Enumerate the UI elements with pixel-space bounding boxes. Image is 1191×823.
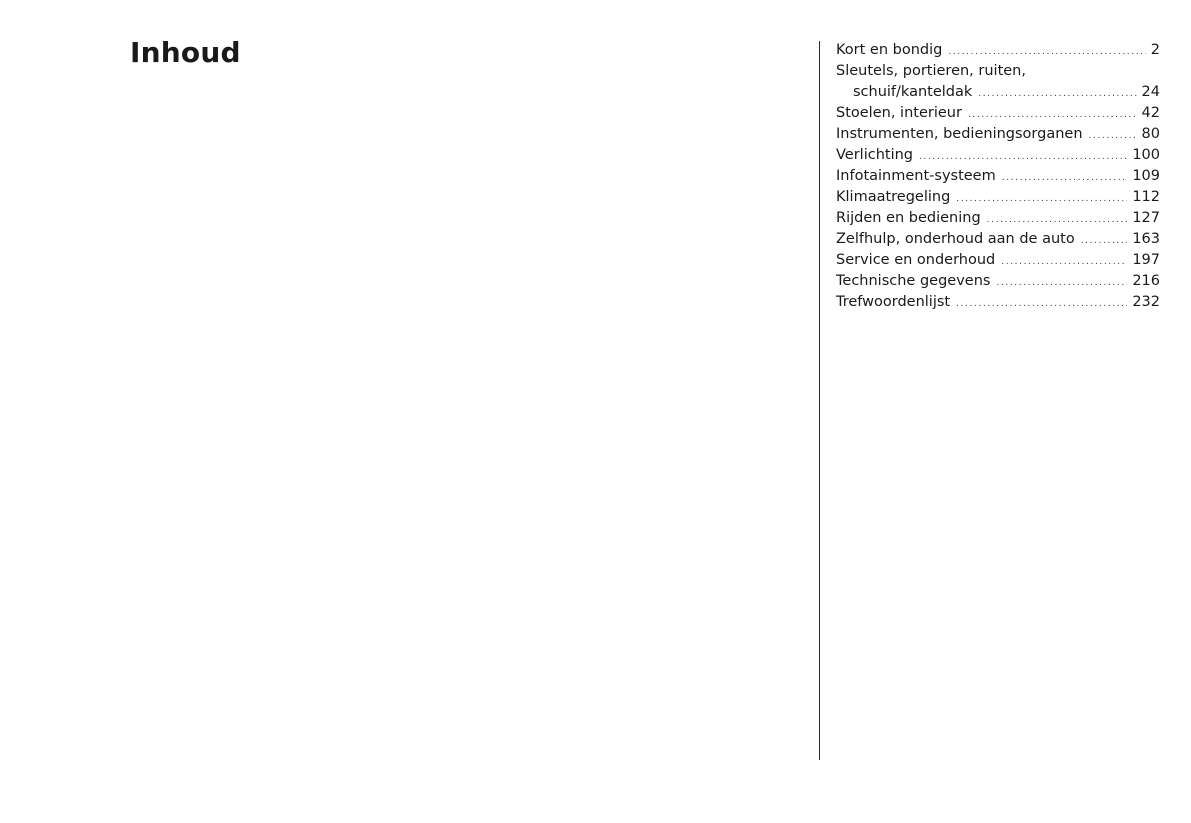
toc-label: Infotainment-systeem [836,168,996,184]
toc-leader-dots [1089,132,1137,141]
toc-label: Kort en bondig [836,42,943,58]
toc-item-kort-en-bondig[interactable] [836,40,1160,61]
page-title: Inhoud [130,36,241,69]
toc-item-technische-gegevens[interactable] [836,271,1160,292]
toc-page-number: 42 [1141,105,1160,121]
toc-leader-dots [996,279,1127,288]
toc-label: Instrumenten, bedieningsorganen [836,126,1083,142]
toc-item-trefwoordenlijst[interactable] [836,292,1160,313]
toc-leader-dots [1001,258,1127,267]
toc-page-number: 2 [1150,42,1160,58]
toc-item-sleutels-portieren[interactable] [836,61,1160,103]
toc-page-number: 232 [1132,294,1160,310]
toc-item-rijden-en-bediening[interactable] [836,208,1160,229]
column-divider [819,41,820,760]
toc-leader-dots [1081,237,1128,246]
table-of-contents [836,40,1160,313]
toc-label: Stoelen, interieur [836,105,962,121]
toc-label: Zelfhulp, onderhoud aan de auto [836,231,1075,247]
toc-leader-dots [948,48,1145,57]
toc-label: Verlichting [836,147,914,163]
toc-leader-dots [1002,174,1128,183]
toc-leader-dots [956,195,1127,204]
toc-label: Trefwoordenlijst [836,294,951,310]
toc-item-stoelen-interieur[interactable] [836,103,1160,124]
toc-label: Rijden en bediening [836,210,981,226]
toc-label: schuif/kanteldak [853,84,973,100]
toc-item-klimaatregeling[interactable] [836,187,1160,208]
toc-item-verlichting[interactable] [836,145,1160,166]
toc-label: Technische gegevens [836,273,991,289]
toc-page-number: 112 [1132,189,1160,205]
toc-item-infotainment[interactable] [836,166,1160,187]
toc-label: Klimaatregeling [836,189,951,205]
toc-item-service-en-onderhoud[interactable] [836,250,1160,271]
toc-page-number: 127 [1132,210,1160,226]
toc-page-number: 109 [1132,168,1160,184]
toc-leader-dots [987,216,1128,225]
toc-label-line1: Sleutels, portieren, ruiten, [836,63,1026,79]
toc-page-number: 197 [1132,252,1160,268]
toc-leader-dots [968,111,1137,120]
toc-leader-dots [919,153,1127,162]
toc-page-number: 24 [1141,84,1160,100]
toc-page-number: 216 [1132,273,1160,289]
toc-label: Service en onderhoud [836,252,996,268]
toc-item-zelfhulp[interactable] [836,229,1160,250]
toc-item-instrumenten[interactable] [836,124,1160,145]
toc-leader-dots [978,90,1136,99]
toc-page-number: 100 [1132,147,1160,163]
toc-page-number: 80 [1141,126,1160,142]
toc-page-number: 163 [1132,231,1160,247]
toc-leader-dots [956,300,1127,309]
